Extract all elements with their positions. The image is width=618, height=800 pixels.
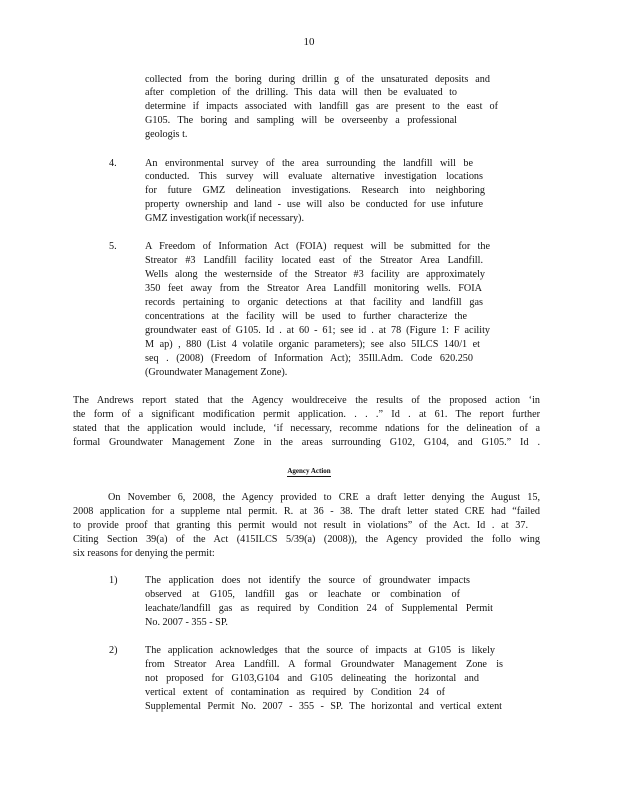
- text-line: seq . (2008) (Freedom of Information Act); 35Ill.Adm. Code 620.250: [145, 353, 473, 364]
- text-line: leachate/landfill gas as required by Condition 24 of Supplemental Permit: [145, 603, 493, 614]
- list-number: 5.: [109, 241, 117, 252]
- text-line: property ownership and land - use will also be conducted for use infuture: [145, 199, 483, 210]
- text-line: the form of a significant modification permit application. . . .” Id . at 61. The report further: [73, 409, 540, 420]
- text-line: six reasons for denying the permit:: [73, 548, 215, 559]
- text-line: GMZ investigation work(if necessary).: [145, 213, 304, 224]
- text-line: 2008 application for a suppleme ntal permit. R. at 36 - 38. The draft letter stated CRE had “failed: [73, 506, 540, 517]
- text-line: An environmental survey of the area surrounding the landfill will be: [145, 158, 473, 169]
- text-line: geologis t.: [145, 129, 188, 140]
- text-line: Citing Section 39(a) of the Act (415ILCS 5/39(a) (2008)), the Agency provided the follo wing: [73, 534, 540, 545]
- text-line: stated that the application would include, ‘if necessary, recomme ndations for the delineation of a: [73, 423, 540, 434]
- section-heading: [0, 467, 618, 475]
- text-line: No. 2007 - 355 - SP.: [145, 617, 228, 628]
- list-number: 4.: [109, 158, 117, 169]
- text-line: G105. The boring and sampling will be overseenby a professional: [145, 115, 457, 126]
- text-line: (Groundwater Management Zone).: [145, 367, 288, 378]
- text-line: Supplemental Permit No. 2007 - 355 - SP. The horizontal and vertical extent: [145, 701, 502, 712]
- list-number: 1): [109, 575, 118, 586]
- text-line: to provide proof that granting this permit would not result in violations” of the Act. Id . at 37.: [73, 520, 528, 531]
- text-line: vertical extent of contamination as required by Condition 24 of: [145, 687, 445, 698]
- section-heading-text: Agency Action: [287, 467, 331, 475]
- text-line: The application does not identify the source of groundwater impacts: [145, 575, 470, 586]
- list-number: 2): [109, 645, 118, 656]
- text-line: A Freedom of Information Act (FOIA) request will be submitted for the: [145, 241, 490, 252]
- text-line: from Streator Area Landfill. A formal Groundwater Management Zone is: [145, 659, 503, 670]
- text-line: collected from the boring during drillin g of the unsaturated deposits and: [145, 74, 490, 85]
- text-line: concentrations at the facility will be used to further characterize the: [145, 311, 467, 322]
- text-line: determine if impacts associated with landfill gas are present to the east of: [145, 101, 498, 112]
- text-line: records pertaining to organic detections at that facility and landfill gas: [145, 297, 483, 308]
- text-line: M ap) , 880 (List 4 volatile organic parameters); see also 5ILCS 140/1 et: [145, 339, 480, 350]
- text-line: not proposed for G103,G104 and G105 delineating the horizontal and: [145, 673, 479, 684]
- text-line: On November 6, 2008, the Agency provided to CRE a draft letter denying the August 15,: [108, 492, 540, 503]
- text-line: for future GMZ delineation investigations. Research into neighboring: [145, 185, 485, 196]
- text-line: conducted. This survey will evaluate alternative investigation locations: [145, 171, 483, 182]
- text-line: 350 feet away from the Streator Area Landfill monitoring wells. FOIA: [145, 283, 482, 294]
- text-line: The application acknowledges that the source of impacts at G105 is likely: [145, 645, 495, 656]
- text-line: formal Groundwater Management Zone in the areas surrounding G102, G104, and G105.” Id .: [73, 437, 540, 448]
- text-line: Streator #3 Landfill facility located east of the Streator Area Landfill.: [145, 255, 483, 266]
- text-line: observed at G105, landfill gas or leachate or combination of: [145, 589, 460, 600]
- text-line: The Andrews report stated that the Agency wouldreceive the results of the proposed action ‘in: [73, 395, 540, 406]
- text-line: groundwater east of G105. Id . at 60 - 61; see id . at 78 (Figure 1: F acility: [145, 325, 490, 336]
- text-line: after completion of the drilling. This data will then be evaluated to: [145, 87, 457, 98]
- text-line: Wells along the westernside of the Streator #3 facility are approximately: [145, 269, 485, 280]
- page-number: 10: [303, 36, 315, 48]
